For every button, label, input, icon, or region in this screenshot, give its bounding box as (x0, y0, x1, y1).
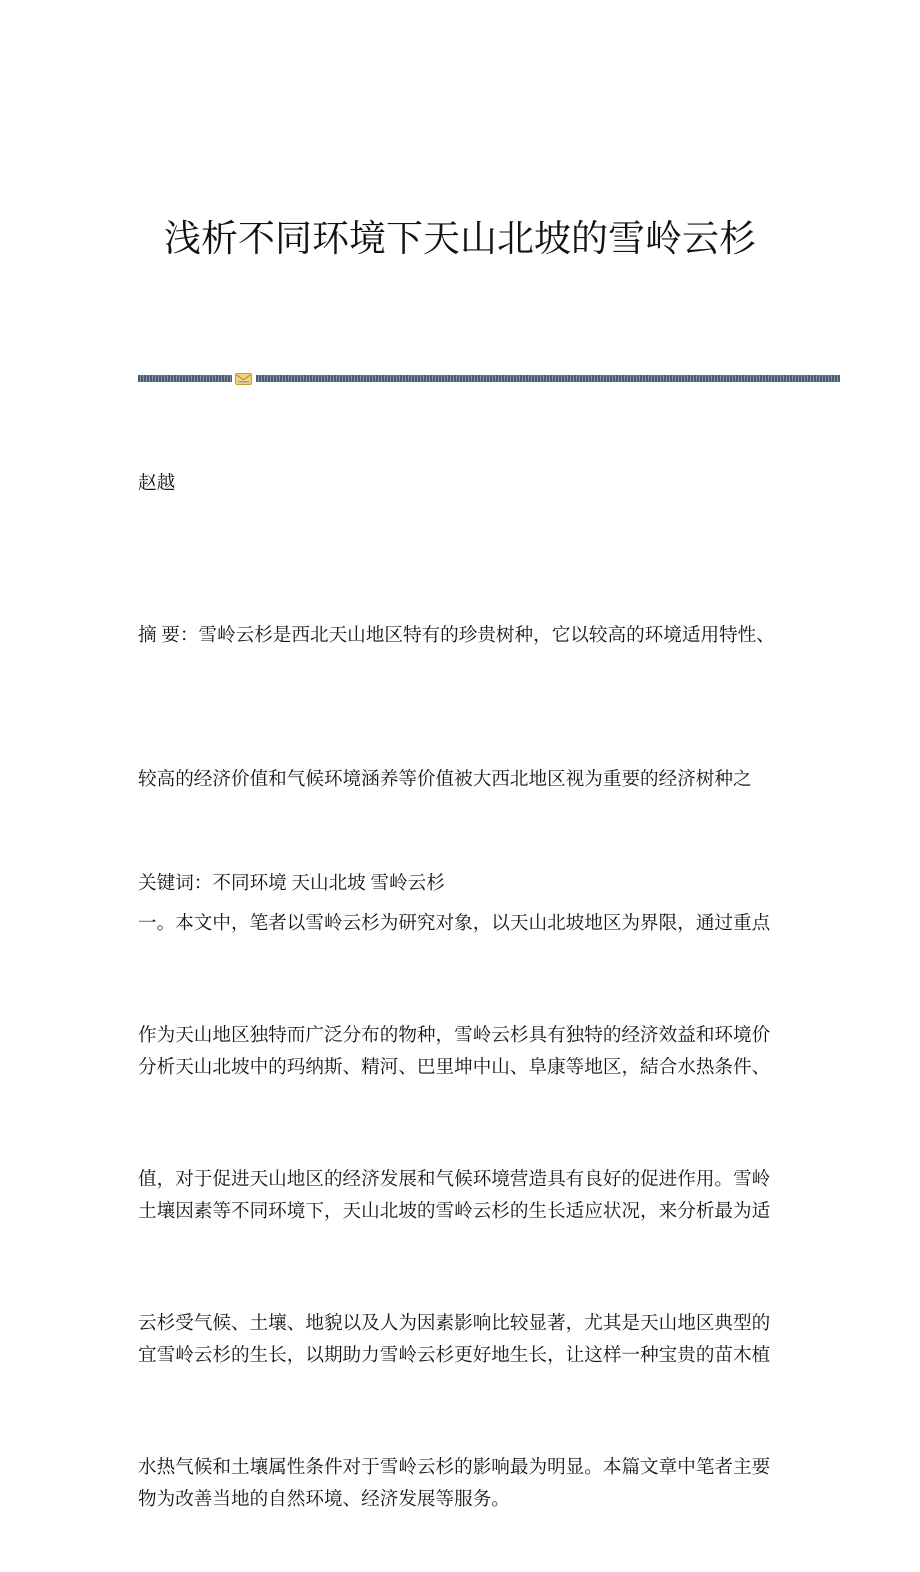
body-paragraph (138, 916, 770, 1540)
divider-right-segment (256, 375, 840, 382)
keywords: 关键词：不同环境 天山北坡 雪岭云杉 (138, 873, 445, 894)
page-title: 浅析不同环境下天山北坡的雪岭云杉 (164, 219, 756, 260)
divider-left-segment (138, 375, 232, 382)
body-line: 云杉受气候、土壤、地貌以及人为因素影响比较显著，尤其是天山地区典型的 (138, 1313, 771, 1334)
abstract-line: 一。本文中，笔者以雪岭云杉为研究对象，以天山北坡地区为界限，通过重点 (138, 913, 771, 934)
abstract-line: 较高的经济价值和气候环境涵养等价值被大西北地区视为重要的经济树种之 (138, 769, 752, 790)
abstract-line: 摘 要：雪岭云杉是西北天山地区特有的珍贵树种，它以较高的环境适用特性、 (138, 625, 775, 646)
body-line: 水热气候和土壤属性条件对于雪岭云杉的影响最为明显。本篇文章中笔者主要 (138, 1457, 771, 1478)
title-divider (138, 373, 840, 385)
body-line: 作为天山地区独特而广泛分布的物种，雪岭云杉具有独特的经济效益和环境价 (138, 1025, 771, 1046)
abstract-line: 土壤因素等不同环境下，天山北坡的雪岭云杉的生长适应状况，来分析最为适 (138, 1201, 771, 1222)
author-name: 赵越 (138, 473, 176, 494)
body-line: 值，对于促进天山地区的经济发展和气候环境营造具有良好的促进作用。雪岭 (138, 1169, 771, 1190)
abstract-line: 宜雪岭云杉的生长，以期助力雪岭云杉更好地生长，让这样一种宝贵的苗木植 (138, 1345, 771, 1366)
abstract-line: 分析天山北坡中的玛纳斯、精河、巴里坤中山、阜康等地区，結合水热条件、 (138, 1057, 771, 1078)
envelope-icon (235, 373, 252, 385)
abstract-line: 物为改善当地的自然环境、经济发展等服务。 (138, 1489, 510, 1510)
